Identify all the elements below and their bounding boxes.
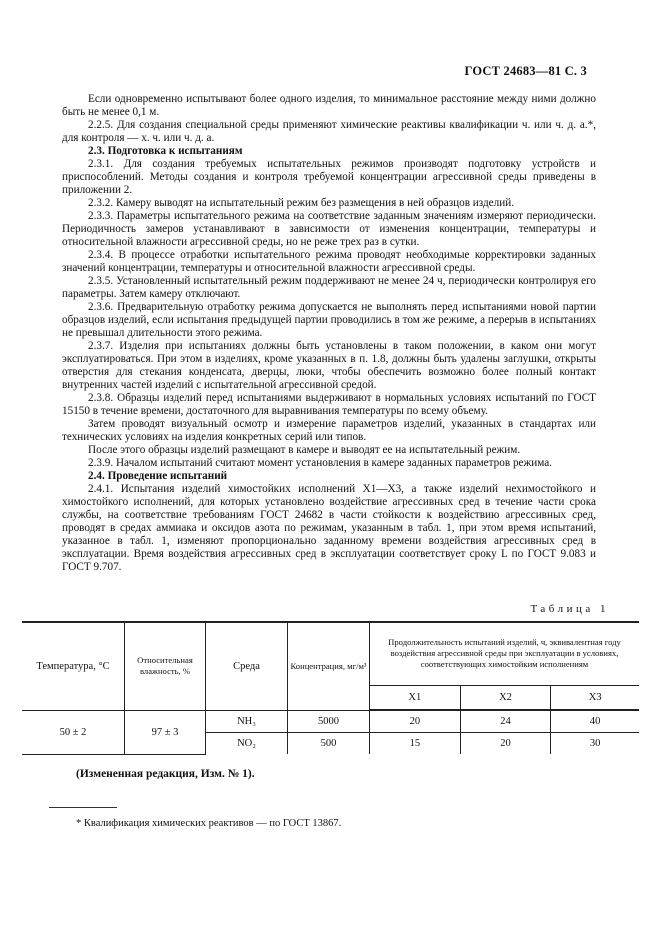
body-text — [62, 93, 596, 574]
page-header: ГОСТ 24683—81 С. 3 — [464, 64, 587, 78]
x3-cell: 30 — [551, 732, 639, 754]
x3-cell: 40 — [551, 710, 639, 732]
header-duration: Продолжительность испытаний изделий, ч, эквивалентная году воздействия агрессивной среды при эксплуатации в условиях, соответствующих химостойким исполнениям — [370, 622, 640, 685]
footnote-separator — [49, 807, 117, 808]
paragraph: 2.2.5. Для создания специальной среды применяют химические реактивы квалификации ч. или ч. д. а.*, для контроля — х. ч. или ч. д. а. — [62, 119, 596, 144]
table-row — [22, 710, 639, 732]
paragraph: Если одновременно испытывают более одного изделия, то минимальное расстояние между ними должно быть не менее 0,1 м. — [62, 93, 596, 118]
header-x3: Х3 — [551, 685, 639, 710]
medium-cell: NH₃ — [206, 710, 288, 732]
x1-cell: 15 — [370, 732, 461, 754]
x1-cell: 20 — [370, 710, 461, 732]
paragraph: 2.3.8. Образцы изделий перед испытаниями выдерживают в нормальных условиях испытаний по ГОСТ 15150 в течение времени, достаточного для выравнивания температуры по всему объему. — [62, 392, 596, 417]
x2-cell: 20 — [460, 732, 551, 754]
table-caption: Таблица 1 — [530, 603, 609, 615]
header-x2: Х2 — [460, 685, 551, 710]
header-x1: Х1 — [370, 685, 461, 710]
section-heading: 2.3. Подготовка к испытаниям — [88, 145, 243, 157]
header-temperature: Температура, °С — [22, 622, 125, 710]
humidity-cell: 97 ± 3 — [125, 710, 206, 754]
test-modes-table — [22, 621, 639, 755]
concentration-cell: 500 — [288, 732, 370, 754]
paragraph: 2.3.4. В процессе отработки испытательного режима проводят необходимые корректировки заданных значений концентрации, температуры и относительной влажности агрессивной среды. — [62, 249, 596, 274]
paragraph: 2.3.7. Изделия при испытаниях должны быть установлены в таком положении, в каком они могут эксплуатироваться. При этом в изделиях, кроме указанных в п. 1.8, должны быть удалены заглушки, открыты отверстия для стекания конденсата, дверцы, люки, чтобы обеспечить возможно более полный контакт внутренних частей изделий с испытательной агрессивной средой. — [62, 340, 596, 391]
concentration-cell: 5000 — [288, 710, 370, 732]
section-heading: 2.4. Проведение испытаний — [88, 470, 228, 482]
header-medium: Среда — [206, 622, 288, 710]
x2-cell: 24 — [460, 710, 551, 732]
paragraph: После этого образцы изделий размещают в камере и выводят ее на испытательный режим. — [88, 444, 521, 456]
paragraph: 2.3.6. Предварительную отработку режима допускается не выполнять перед испытаниями новой партии образцов изделий, если испытания предыдущей партии проводились в том же режиме, а перерыв в испытаниях не превышал длительности этого режима. — [62, 301, 596, 339]
paragraph: Затем проводят визуальный осмотр и измерение параметров изделий, указанных в стандартах или технических условиях на изделия конкретных серий или типов. — [62, 418, 596, 443]
paragraph: 2.3.9. Началом испытаний считают момент установления в камере заданных параметров режима. — [88, 457, 552, 469]
header-concentration: Концентрация, мг/м³ — [288, 622, 370, 710]
temperature-cell: 50 ± 2 — [22, 710, 125, 754]
header-humidity: Относительная влажность, % — [125, 622, 206, 710]
paragraph: 2.3.5. Установленный испытательный режим поддерживают не менее 24 ч, периодически контролируя его параметры. Затем камеру отключают. — [62, 275, 596, 300]
paragraph: 2.3.1. Для создания требуемых испытательных режимов производят подготовку устройств и приспособлений. Методы создания и контроля требуемой концентрации агрессивной среды приведены в приложении 2. — [62, 158, 596, 196]
footnote: * Квалификация химических реактивов — по ГОСТ 13867. — [76, 818, 342, 829]
paragraph: 2.3.2. Камеру выводят на испытательный режим без размещения в ней образцов изделий. — [88, 197, 514, 209]
paragraph: 2.4.1. Испытания изделий химостойких исполнений Х1—Х3, а также изделий нехимостойкого и химостойкого исполнений, для которых установлено воздействие агрессивных сред в течение части срока службы, на соответствие требованиям ГОСТ 24682 в части стойкости к воздействию агрессивных сред, проводят в средах аммиака и оксидов азота по режимам, указанным в табл. 1, при этом время испытаний, указанное в табл. 1, изменяют пропорционально заданному времени воздействия агрессивных сред в эксплуатации. Время воздействия агрессивных сред в эксплуатации соответствует сроку L по ГОСТ 9.083 и ГОСТ 9.707. — [62, 483, 596, 573]
paragraph: 2.3.3. Параметры испытательного режима на соответствие заданным значениям измеряют периодически. Периодичность замеров устанавливают в зависимости от изменения концентрации, температуры и относительной влажности агрессивной среды, но не реже трех раз в сутки. — [62, 210, 596, 248]
medium-cell: NO₂ — [206, 732, 288, 754]
amendment-note: (Измененная редакция, Изм. № 1). — [76, 768, 255, 780]
